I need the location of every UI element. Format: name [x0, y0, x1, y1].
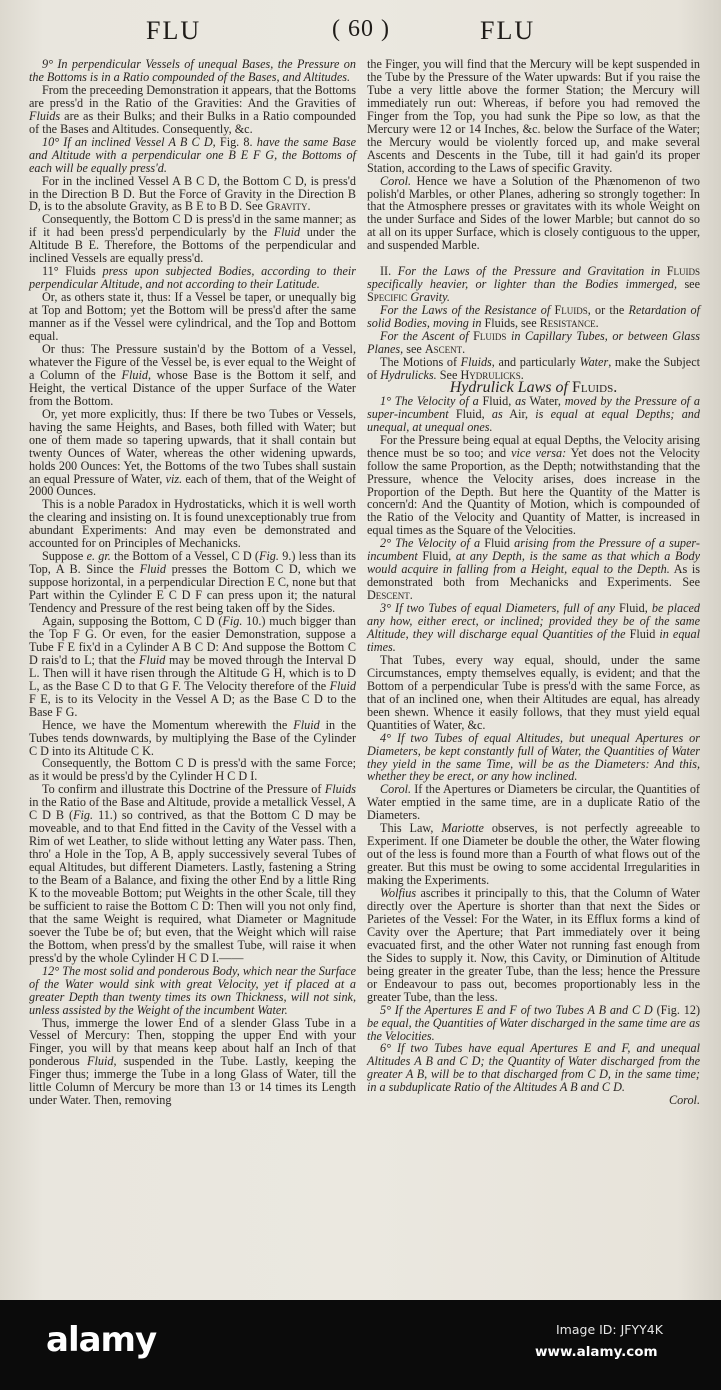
paragraph: [367, 783, 700, 822]
text-run: 9.) less than its Top, A B. Since the: [29, 549, 356, 577]
text-run: 2° The Velocity of a: [380, 536, 481, 551]
text-run: Mariotte: [441, 821, 484, 836]
text-run: Fluids: [460, 354, 492, 369]
text-run: For the Ascent of: [380, 329, 469, 344]
text-run: vice versa:: [511, 445, 567, 460]
text-run: specifically heavier, or lighter than the Bodies immerged,: [367, 277, 678, 292]
paragraph: [29, 783, 356, 964]
paragraph: [367, 175, 700, 253]
paragraph: [29, 291, 356, 343]
paragraph: [367, 732, 700, 784]
text-run: The Motions of: [380, 354, 461, 369]
text-run: Hydrulick Laws of: [449, 378, 568, 396]
paragraph: [29, 550, 356, 615]
text-run: Thus, immerge the lower End of a slender Glass Tube in a Vessel of Mercury: Then, stopping the upper End with your Finger, you will by that means keep about half an Inch of that ponderous: [29, 1015, 356, 1069]
text-run: Yet does not the Velocity follow the same Proportion, as the Depth; notwithstanding that the Pressure, whence the Velocity arises, does increase in the Proportion of the Depth. But here the Quantity of the Matter is concern'd: And the Quantity of Motion, which is compounded of the Ratio of the Velocity and Quantity of Matter, is increased in equal times as the Square of the Velocities.: [367, 445, 701, 538]
text-run: the Bottom of a Vessel, C D (: [110, 549, 259, 564]
text-run: 10° If an inclined Vessel A B C D,: [42, 134, 220, 149]
text-run: Gravity.: [407, 290, 450, 305]
text-run: Specific: [367, 290, 408, 305]
paragraph: [29, 757, 356, 783]
paragraph: [367, 304, 700, 330]
text-run: as: [515, 393, 526, 408]
text-run: Consequently, the Bottom C D is press'd with the same Force; as it would be press'd by the Cylinder H C D I.: [29, 756, 356, 784]
text-run: Fig.: [222, 613, 243, 628]
text-run: Gravity.: [265, 199, 311, 214]
text-run: For the Laws of the Pressure and Gravitation in: [397, 264, 661, 279]
text-run: From the preceeding Demonstration it appears, that the Bottoms are press'd in the Ratio of the Gravities: And the Gravities of: [29, 82, 356, 110]
text-run: Consequently, the Bottom C D is press'd in the same manner; as if it had been press'd perpendicularly by the: [29, 212, 356, 240]
text-run: have the same Base and Altitude with a perpendicular one B E F G, the Bottoms of each will be equally press'd.: [29, 134, 356, 175]
text-run: 12° The most solid and ponderous Body, which near the Surface of the Water would sink with great Velocity, yet if placed at a greater Depth than twenty times its own Thickness, will not sink, unless assisted by the Weight of the incumbent Water.: [29, 963, 356, 1017]
text-run: 10.) much bigger than the Top F G. Or even, for the easier Demonstration, suppose a Tube F E fix'd in a Cylinder A B C D: And suppose the Bottom C D rais'd to L; that the: [29, 613, 356, 667]
paragraph: [29, 498, 356, 550]
text-run: Corol.: [380, 173, 412, 188]
paragraph: [367, 537, 700, 602]
paragraph: [367, 654, 700, 732]
text-run: Hence, we have the Momentum wherewith the: [42, 717, 294, 732]
text-run: press upon subjected Bodies, according to their perpendicular Altitude, and not according to their Latitude.: [29, 264, 357, 292]
text-run: As is demonstrated both from Mechanicks and Experiments. See: [367, 562, 700, 590]
text-run: Fluid: [293, 717, 320, 732]
text-run: viz.: [165, 471, 183, 486]
text-run: For the Laws of the Resistance of: [380, 303, 551, 318]
text-run: Fluid: [121, 367, 148, 382]
paragraph: [367, 395, 700, 434]
paragraph: [29, 615, 356, 719]
text-run: 3° If two Tubes of equal Diameters, full of any: [380, 601, 615, 616]
text-run: each of them, that of the Weight of 2000 Ounces.: [29, 471, 356, 499]
text-run: (Fig. 12): [652, 1002, 701, 1017]
text-run: 5° If the Apertures E and F of two Tubes A B and C D: [380, 1002, 653, 1017]
paragraph: [29, 136, 356, 175]
text-run: Hydrulicks.: [460, 367, 524, 382]
paragraph: [29, 213, 356, 265]
text-run: may be moved through the Interval D L. Then will it have risen through the Altitude G H, which is to D L, as the Base C D to that G F. The Velocity therefore of the: [29, 652, 356, 693]
text-run: Fig. 8.: [219, 134, 257, 149]
text-run: is equal at equal Depths; and unequal, at unequal ones.: [367, 406, 700, 434]
text-run: If the Apertures or Diameters be circular, the Quantities of Water emptied in the same time, are in a duplicate Ratio of the Diameters.: [367, 782, 700, 823]
text-run: , or the: [587, 303, 629, 318]
text-run: in the Tubes tends downwards, by multiplying the Base of the Cylinder C D into its Altitude C K.: [29, 717, 356, 758]
paragraph: [367, 265, 700, 304]
text-run: Fluid: [138, 652, 166, 667]
text-run: , and particularly: [491, 354, 580, 369]
text-run: 9° In perpendicular Vessels of unequal Bases, the Pressure on the Bottoms is in a Ratio compounded of the Bases, and Altitudes.: [29, 57, 356, 84]
text-run: moved by the Pressure of a super-incumbent: [367, 393, 700, 421]
paragraph: [367, 822, 700, 887]
text-run: Water: [579, 354, 609, 369]
text-run: , whose Base is the Bottom it self, and Height, the vertical Distance of the upper Surface of the Water from the Bottom.: [29, 367, 356, 408]
text-run: arising from the Pressure of a super-incumbent: [367, 536, 700, 564]
text-run: Wolfius: [380, 886, 417, 901]
paragraph: [367, 1004, 700, 1043]
text-run: in the Ratio of the Base and Altitude, provide a metallick Vessel, A C D B (: [29, 795, 356, 823]
paragraph: [29, 265, 356, 291]
text-run: 1° The Velocity of a: [380, 393, 479, 408]
text-run: Fluid: [480, 536, 515, 551]
right-column: [367, 58, 700, 1107]
text-run: Hence we have a Solution of the Phænomenon of two polish'd Marbles, or other Planes, adhering so strongly together: In that the Atmosphere presses or gravitates with its whole Weight on the under Surface and Sides of the lower Marble; but cannot do so at all on its upper Surface, which is closely contiguous to the upper, and suspended Marble.: [367, 173, 700, 253]
paragraph: [29, 58, 356, 84]
running-head-right: FLU: [480, 16, 536, 45]
text-run: in equal times.: [367, 626, 700, 654]
paragraph: [367, 434, 700, 538]
text-run: be placed any how, either erect, or inclined; provided they be of the same Altitude, they will discharge equal Quantities of the: [367, 601, 700, 641]
text-run: This is a noble Paradox in Hydrostaticks, which it is well worth the clearing and insisting on. It is found unexceptionably true from abundant Experiments: And may even be demonstrated and accounted for on Principles of Mechanicks.: [29, 497, 356, 551]
running-head-left: FLU: [146, 16, 202, 45]
paragraph: [29, 1017, 356, 1108]
page-number: ( 60 ): [332, 16, 390, 42]
text-run: observes, is not perfectly agreeable to Experiment. If one Diameter be double the other, the Water flowing out of the less is found more than a Fourth of what flows out of the greater. But this must be owing to some accidental Irregularities in making the Experiments.: [367, 821, 701, 888]
text-run: Fig.: [258, 549, 279, 564]
paragraph: [29, 84, 356, 136]
text-run: II.: [380, 264, 398, 279]
text-run: Corol.: [380, 782, 412, 797]
site-url: www.alamy.com: [535, 1344, 658, 1360]
text-run: Retardation of solid Bodies, moving in: [367, 303, 700, 331]
watermark-bar: [0, 1300, 721, 1390]
text-run: 11.) so contrived, as that the Bottom C D may be moveable, and to that End fitted in the Cavity of the Vessel with a Rim of wet Leather, to slide without letting any Water pass. Then, thro' a Hole in the Top, A B, apply successively several Tubes of equal Altitudes, but different Diameters. Lastly, fastening a String to the Beam of a Balance, and fixing the other End by a little Ring K to the moveable Bottom; put Weights in the other Scale, till they be sufficient to raise the Bottom C D: Then will you not only find, that the same Weight is required, what Diameter or Magnitude soever the Tube be of; but even, that the Weight which will raise the Bottom, when press'd by the smallest Tube, will raise it when press'd by the whole Cylinder H C D I.——: [29, 808, 356, 965]
text-run: Fig.: [73, 808, 94, 823]
text-run: See: [436, 367, 461, 382]
text-run: Fluid: [273, 225, 301, 240]
text-run: Fluids.: [567, 378, 618, 396]
text-run: Fluids: [29, 108, 61, 123]
text-run: 6° If two Tubes have equal Apertures E and F, and unequal Altitudes A B and C D; the Quantity of Water discharged from the greater A B, will be to that discharged from C D, in the same time; in a subduplicate Ratio of the Altitudes A B and C D.: [367, 1041, 700, 1095]
text-run: Fluids: [550, 303, 588, 318]
image-id: Image ID: JFYY4K: [556, 1322, 663, 1337]
text-run: e. gr.: [86, 549, 111, 564]
text-run: Fluid,: [417, 549, 456, 564]
text-run: Again, supposing the Bottom, C D (: [42, 613, 223, 628]
text-run: see: [403, 342, 425, 357]
text-run: are as their Bulks; and their Bulks in a Ratio compounded of the Bases and Altitudes. Consequently, &c.: [29, 108, 356, 136]
text-run: Or, yet more explicitly, thus: If there be two Tubes or Vessels, having the same Heights, and Bases, both filled with Water; but one of them made so tapering upwards, that it shall contain but twenty Ounces of Water, whereas the other widening upwards, holds 200 Ounces: Yet, the Bottoms of the two Tubes shall sustain an equal Pressure of Water,: [29, 406, 356, 486]
text-run: the Finger, you will find that the Mercury will be kept suspended in the Tube by the Pressure of the Water upwards: But if you raise the Tube a very little above the former Station; the Mercury will immediately run out: Whereas, if before you had removed the Finger from the Top, you had sunk the Pipe so low, as that the Mercury were 12 or 14 Inches, &c. below the Surface of the Water; the Mercury would be violently forced up, and make several Ascents and Descents in the Tube, till it had gain'd its proper Station, according to the Laws of specific Gravity.: [367, 57, 700, 175]
text-run: at any Depth, is the same as that which a Body would acquire in falling from a Height, equal to the Depth.: [367, 549, 700, 577]
text-run: Fluids: [324, 782, 356, 797]
text-run: 4° If two Tubes of equal Altitudes, but unequal Apertures or Diameters, be kept constantly full of Water, the Quantities of Water they yield in the same Time, will be as the Diameters: And this, whether they be erect, or any how inclined.: [367, 730, 700, 784]
text-run: For in the inclined Vessel A B C D, the Bottom C D, is press'd in the Direction B D. But the Force of Gravity in the Direction B D, is to the absolute Gravity, as B E to B D. See: [29, 173, 356, 214]
text-run: Fluid,: [614, 601, 652, 616]
text-run: Fluids: [468, 329, 507, 344]
text-run: Air,: [502, 406, 536, 421]
text-run: To confirm and illustrate this Doctrine of the Pressure of: [42, 782, 325, 797]
text-run: Corol.: [668, 1093, 700, 1108]
text-run: Fluid: [625, 626, 660, 641]
text-run: This Law,: [380, 821, 442, 836]
text-run: Fluids, see: [481, 316, 540, 331]
paragraph: [367, 1042, 700, 1094]
paragraph: [367, 602, 700, 654]
text-run: Resistance.: [539, 316, 599, 331]
text-run: Or, as others state it, thus: If a Vessel be taper, or unequally big at Top and Bottom; yet the Bottom will be press'd after the same manner as if the Vessel were cylindrical, and the Top and Bottom equal.: [29, 290, 356, 344]
paragraph: [367, 330, 700, 356]
text-run: Suppose: [42, 549, 87, 564]
continued-paragraph: [367, 58, 700, 175]
text-run: , suspended in the Tube. Lastly, keeping the Finger thus; immerge the Tube in a long Glass of Water, till the little Column of Mercury be more than 13 or 14 times its Length under Water. Then, removing: [29, 1054, 356, 1108]
text-run: Fluid,: [478, 393, 516, 408]
text-run: presses the Bottom C D, which we suppose horizontal, in a perpendicular Direction E C, none but that Part within the Cylinder E C D F can press upon it; the natural Tendency and Pressure of the rest being taken off by the Sides.: [29, 562, 356, 616]
catchword: [367, 1094, 700, 1107]
text-run: Fluid: [139, 562, 166, 577]
text-run: in Capillary Tubes, or between Glass Planes,: [367, 329, 701, 357]
paragraph: [367, 887, 700, 1004]
text-run: see: [677, 277, 701, 292]
text-run: under the Altitude B E. Therefore, the Bottoms of the perpendicular and inclined Vessels are equally press'd.: [29, 225, 356, 266]
text-run: Or thus: The Pressure sustain'd by the Bottom of a Vessel, whatever the Figure of the Vessel be, is ever equal to the Weight of a Column of the: [29, 341, 356, 382]
text-run: Fluid,: [448, 406, 492, 421]
paragraph: [29, 408, 356, 499]
paragraph: [29, 175, 356, 214]
text-run: Descent.: [367, 588, 413, 603]
text-run: , make the Subject of: [367, 354, 700, 382]
text-run: Water,: [525, 393, 565, 408]
alamy-logo: alamy: [46, 1320, 157, 1360]
text-run: 11° Fluids: [42, 264, 103, 279]
text-run: Fluid: [87, 1054, 114, 1069]
paragraph: [29, 343, 356, 408]
text-run: as: [491, 406, 503, 421]
paragraph: [29, 719, 356, 758]
text-run: ascribes it principally to this, that the Column of Water directly over the Aperture is shorter than that next the Sides or Parietes of the Vessel: For the Water, in its Efflux forms a kind of Cavity over the Aperture; that Part immediately over it being evacuated first, and the other Water not running fast enough from the Sides to supply it. Now, this Cavity, or Diminution of Altitude being greater in the greater Tube, than the less; hence the Pressure or Endeavour to pass out, becomes proportionably less in the greater Tube, than the less.: [367, 886, 700, 1004]
text-run: Fluids: [660, 264, 701, 279]
text-run: F E, is to its Velocity in the Vessel A D; as the Base C D to the Base F G.: [29, 691, 356, 719]
text-run: Hydrulicks.: [380, 367, 437, 382]
text-run: Fluid: [329, 678, 356, 693]
text-run: That Tubes, every way equal, should, under the same Circumstances, empty themselves equally, is evident; and that the Bottom of a perpendicular Tube is press'd with the same Force, as that of an inclined one, when their Altitudes are equal, has already been shewn. Whence it easily follows, that they must yield equal Quantities of Water, &c.: [367, 652, 700, 732]
text-run: For the Pressure being equal at equal Depths, the Velocity arising thence must be so too; and: [367, 432, 700, 460]
paragraph: [29, 965, 356, 1017]
text-run: Ascent.: [424, 342, 466, 357]
left-column: [29, 58, 356, 1107]
text-run: be equal, the Quantities of Water discharged in the same time are as the Velocities.: [367, 1015, 700, 1043]
